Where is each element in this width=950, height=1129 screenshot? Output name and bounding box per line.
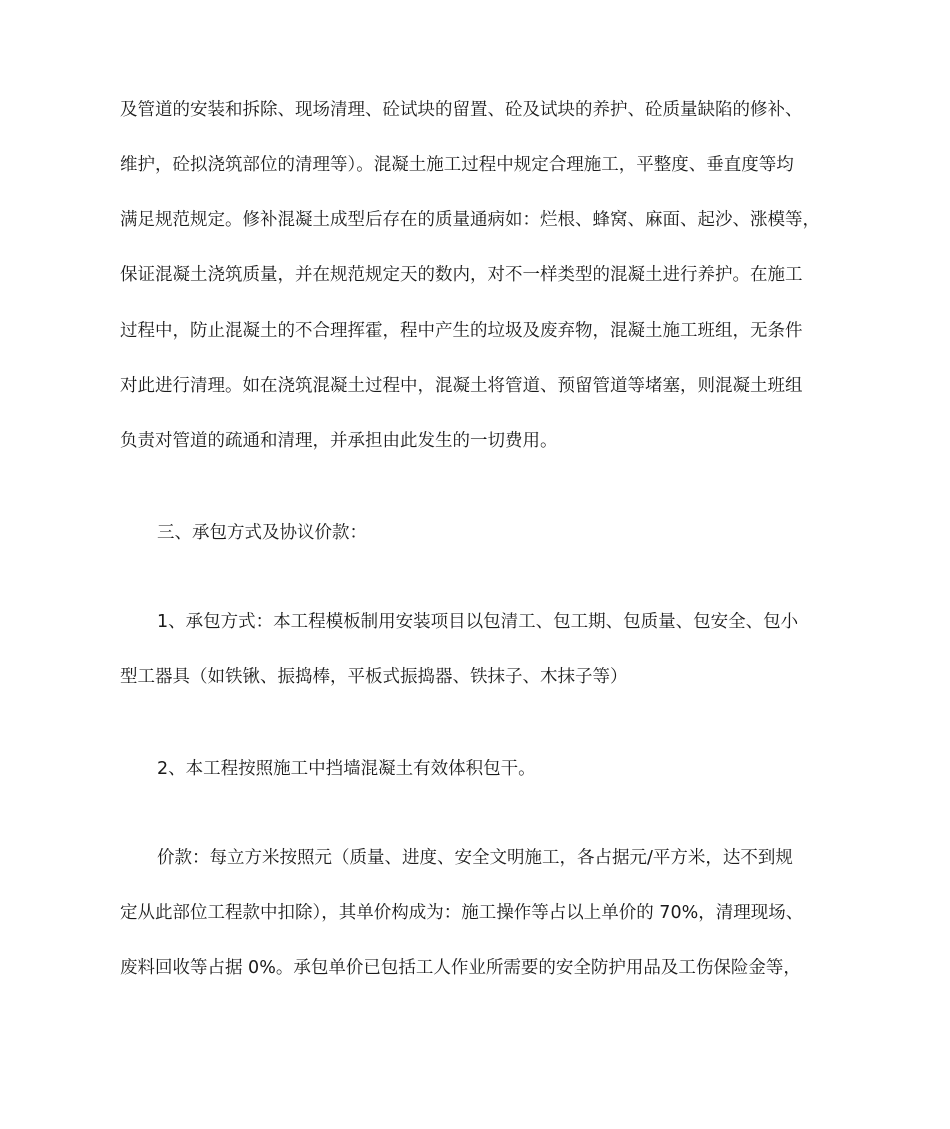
item-1-line-1: 1、承包方式：本工程模板制用安装项目以包清工、包工期、包质量、包安全、包小 (157, 612, 799, 632)
paragraph-line-2: 维护，砼拟浇筑部位的清理等）。混凝土施工过程中规定合理施工，平整度、垂直度等均 (120, 155, 794, 175)
price-line-1: 价款：每立方米按照元（质量、进度、安全文明施工，各占据元/平方米，达不到规 (157, 848, 793, 868)
paragraph-line-1: 及管道的安装和拆除、现场清理、砼试块的留置、砼及试块的养护、砼质量缺陷的修补、 (120, 100, 803, 120)
paragraph-line-3: 满足规范规定。修补混凝土成型后存在的质量通病如：烂根、蜂窝、麻面、起沙、涨模等， (120, 210, 820, 230)
price-line-2: 定从此部位工程款中扣除），其单价构成为：施工操作等占以上单价的 70%，清理现场、 (120, 903, 804, 923)
section-heading: 三、承包方式及协议价款： (157, 523, 367, 543)
paragraph-line-6: 对此进行清理。如在浇筑混凝土过程中，混凝土将管道、预留管道等堵塞，则混凝土班组 (120, 376, 803, 396)
price-line-3: 废料回收等占据 0%。承包单价已包括工人作业所需要的安全防护用品及工伤保险金等， (120, 958, 801, 978)
item-1-line-2: 型工器具（如铁锹、振捣棒，平板式振捣器、铁抹子、木抹子等） (120, 667, 628, 687)
paragraph-line-5: 过程中，防止混凝土的不合理挥霍，程中产生的垃圾及废弃物，混凝土施工班组，无条件 (120, 321, 803, 341)
paragraph-line-7: 负责对管道的疏通和清理，并承担由此发生的一切费用。 (120, 431, 558, 451)
item-2-line: 2、本工程按照施工中挡墙混凝土有效体积包干。 (157, 759, 536, 779)
paragraph-line-4: 保证混凝土浇筑质量，并在规范规定天的数内，对不一样类型的混凝土进行养护。在施工 (120, 265, 803, 285)
